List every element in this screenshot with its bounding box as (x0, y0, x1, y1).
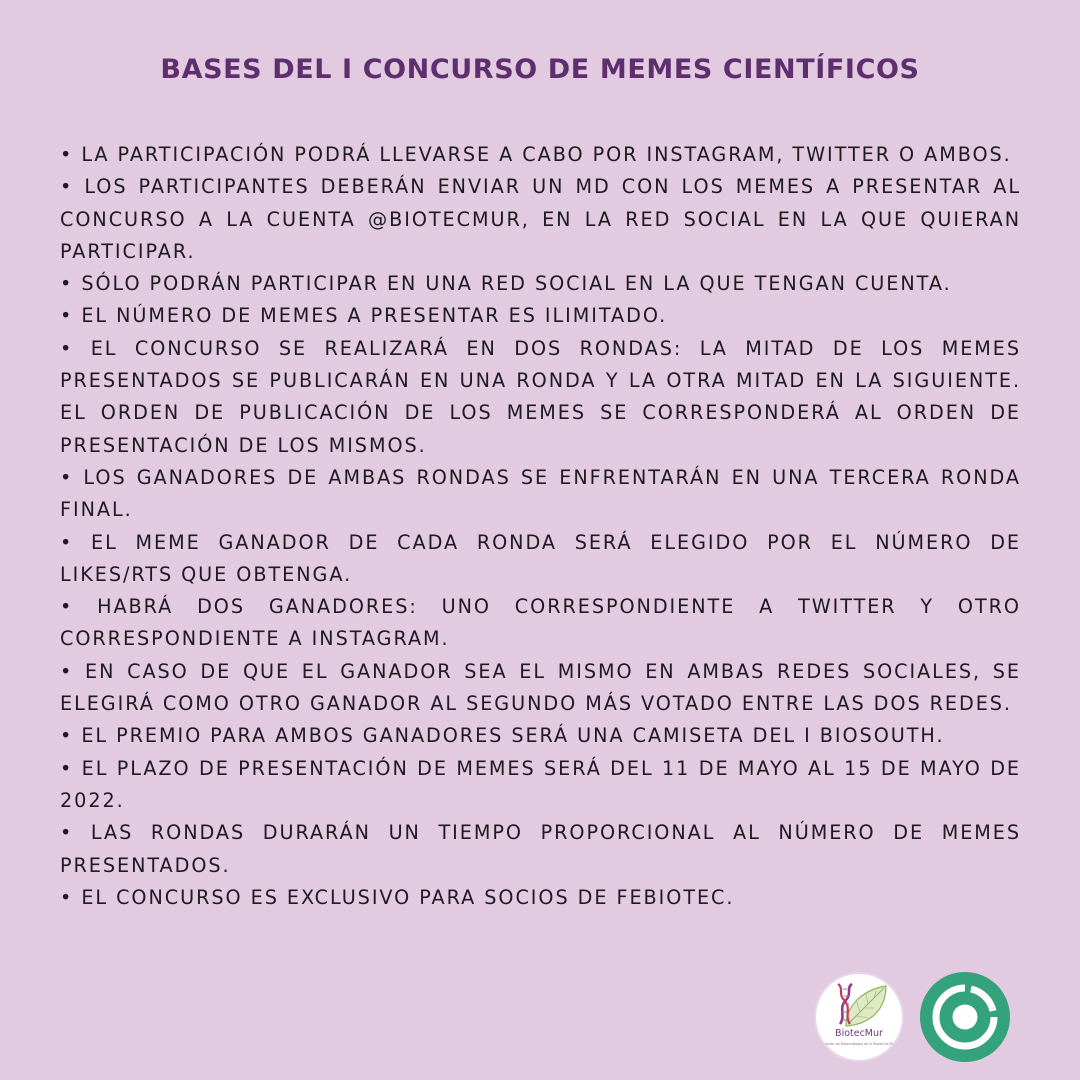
rules-list (60, 139, 1021, 914)
rule-item: • EL CONCURSO SE REALIZARÁ EN DOS RONDAS: LA MITAD DE LOS MEMES PRESENTADOS SE PUBLICARÁN EN UNA RONDA Y LA OTRA MITAD EN LA SIGUIENTE. EL ORDEN DE PUBLICACIÓN DE LOS MEMES SE CORRESPONDERÁ AL ORDEN DE PRESENTACIÓN DE LOS MISMOS. (60, 336, 1021, 457)
rule-item: • EL PLAZO DE PRESENTACIÓN DE MEMES SERÁ DEL 11 DE MAYO AL 15 DE MAYO DE 2022. (60, 756, 1021, 812)
rule-item: • LOS PARTICIPANTES DEBERÁN ENVIAR UN MD CON LOS MEMES A PRESENTAR AL CONCURSO A LA CUENTA @BIOTECMUR, EN LA RED SOCIAL EN LA QUE QUIERAN PARTICIPAR. (60, 175, 1021, 263)
rule-item: • SÓLO PODRÁN PARTICIPAR EN UNA RED SOCIAL EN LA QUE TENGAN CUENTA. (60, 272, 952, 296)
rule-item: • EL PREMIO PARA AMBOS GANADORES SERÁ UNA CAMISETA DEL I BIOSOUTH. (60, 724, 945, 748)
febiotec-logo-icon (920, 972, 1010, 1062)
biotecmur-logo-name: BiotecMur (835, 1028, 883, 1039)
biotecmur-logo (814, 972, 904, 1062)
rule-item: • LAS RONDAS DURARÁN UN TIEMPO PROPORCIONAL AL NÚMERO DE MEMES PRESENTADOS. (60, 821, 1021, 877)
rule-item: • LA PARTICIPACIÓN PODRÁ LLEVARSE A CABO POR INSTAGRAM, TWITTER O AMBOS. (60, 143, 1012, 166)
rule-item: • EN CASO DE QUE EL GANADOR SEA EL MISMO EN AMBAS REDES SOCIALES, SE ELEGIRÁ COMO OTRO GANADOR AL SEGUNDO MÁS VOTADO ENTRE LAS DOS REDES. (60, 659, 1021, 716)
biotecmur-leaf-icon (816, 974, 902, 1060)
rule-item: • EL CONCURSO ES EXCLUSIVO PARA SOCIOS DE FEBIOTEC. (60, 885, 735, 909)
rule-item: • HABRÁ DOS GANADORES: UNO CORRESPONDIENTE A TWITTER Y OTRO CORRESPONDIENTE A INSTAGRAM. (60, 595, 1021, 651)
rule-item: • LOS GANADORES DE AMBAS RONDAS SE ENFRENTARÁN EN UNA TERCERA RONDA FINAL. (60, 465, 1021, 522)
febiotec-logo (920, 972, 1010, 1062)
page-title: BASES DEL I CONCURSO DE MEMES CIENTÍFICOS (160, 54, 920, 85)
rule-item: • EL NÚMERO DE MEMES A PRESENTAR ES ILIMITADO. (60, 304, 668, 328)
rule-item: • EL MEME GANADOR DE CADA RONDA SERÁ ELEGIDO POR EL NÚMERO DE LIKES/RTS QUE OBTENGA. (60, 530, 1021, 586)
biotecmur-logo-subtitle: Asociación de Biotecnólogos de la Región de Murcia (817, 1042, 901, 1046)
